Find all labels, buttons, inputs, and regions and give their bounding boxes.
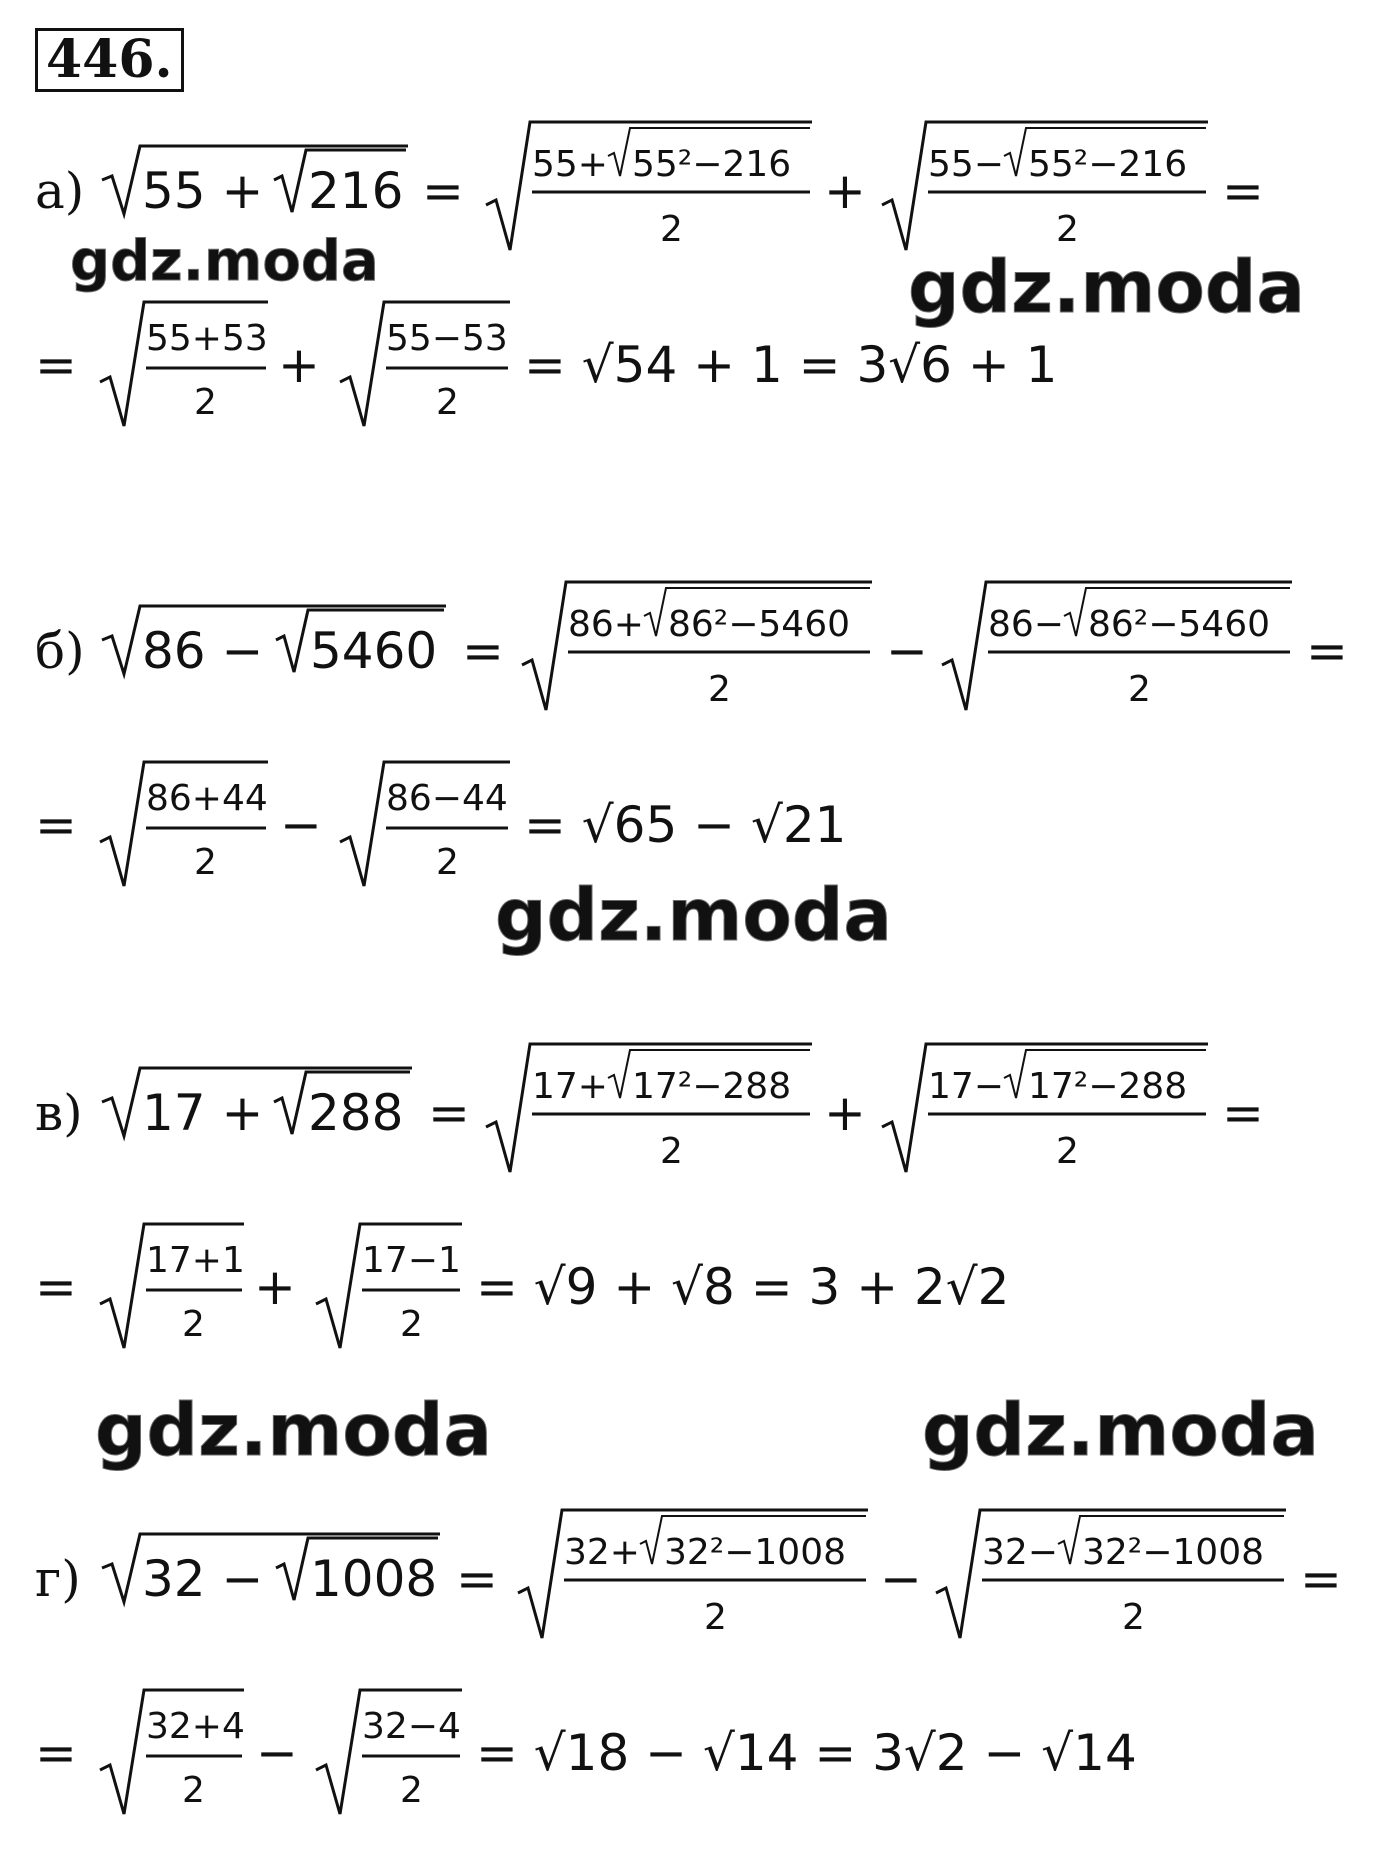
radical-sign (882, 122, 1208, 250)
part-d (35, 1510, 1342, 1814)
fraction-numerator: 32+ (564, 1532, 640, 1573)
fraction-denominator: 2 (1122, 1597, 1145, 1638)
radicand: 1008 (310, 1550, 438, 1608)
operator: − (256, 1724, 298, 1782)
fraction-denominator: 2 (708, 669, 731, 710)
operator: + (824, 162, 866, 220)
fraction-denominator: 2 (1056, 209, 1079, 250)
fraction-numerator: 17+1 (146, 1240, 245, 1281)
radicand: 17 + (142, 1084, 264, 1142)
equals-sign: = (1306, 622, 1348, 680)
operator: + (824, 1084, 866, 1142)
fraction-denominator: 2 (660, 1131, 683, 1172)
part-label: в) (35, 1084, 83, 1142)
part-label: г) (35, 1550, 81, 1608)
equals-sign: = (462, 622, 504, 680)
radical-sign (486, 122, 812, 250)
result-expression: = √65 − √21 (524, 796, 847, 854)
part-b-line1 (35, 582, 1348, 710)
fraction-denominator: 2 (436, 382, 459, 423)
radicand: 86 − (142, 622, 264, 680)
radicand: 55 + (142, 162, 264, 220)
fraction-denominator: 2 (660, 209, 683, 250)
equals-sign: = (35, 1724, 77, 1782)
fraction-numerator: 86+ (568, 604, 644, 645)
fraction-numerator: 55+53 (146, 318, 268, 359)
radical-sign (518, 1510, 868, 1638)
watermark: gdz.moda (908, 245, 1305, 329)
fraction-numerator: 86+44 (146, 778, 268, 819)
part-label: б) (35, 622, 85, 680)
part-label: а) (35, 162, 85, 220)
equals-sign: = (35, 1258, 77, 1316)
watermark: gdz.moda (495, 873, 892, 957)
fraction-numerator: 86− (988, 604, 1064, 645)
fraction-numerator: 32− (982, 1532, 1058, 1573)
equals-sign: = (456, 1550, 498, 1608)
equals-sign: = (1222, 1084, 1264, 1142)
watermark: gdz.moda (95, 1388, 492, 1472)
operator: + (278, 336, 320, 394)
fraction-numerator: 17−1 (362, 1240, 461, 1281)
equals-sign: = (35, 336, 77, 394)
part-c-line2 (35, 1224, 1009, 1348)
result-expression: = √9 + √8 = 3 + 2√2 (476, 1258, 1010, 1316)
fraction-denominator: 2 (182, 1770, 205, 1811)
fraction-denominator: 2 (194, 382, 217, 423)
operator: − (886, 622, 928, 680)
result-expression: = √18 − √14 = 3√2 − √14 (476, 1724, 1137, 1782)
watermark: gdz.moda (922, 1388, 1319, 1472)
part-b (35, 582, 1348, 886)
part-b-line2 (35, 762, 846, 886)
fraction-numerator: 55+ (532, 144, 608, 185)
radical-sign (522, 582, 872, 710)
fraction-denominator: 2 (1056, 1131, 1079, 1172)
fraction-numerator: 32−4 (362, 1706, 461, 1747)
part-d-line1 (35, 1510, 1342, 1638)
radicand: 32 − (142, 1550, 264, 1608)
radicand: 288 (308, 1084, 404, 1142)
fraction-numerator: 32²−1008 (1082, 1532, 1265, 1573)
fraction-denominator: 2 (194, 842, 217, 883)
fraction-numerator: 55− (928, 144, 1004, 185)
radicand: 216 (308, 162, 404, 220)
part-c (35, 1044, 1264, 1348)
equals-sign: = (1222, 162, 1264, 220)
fraction-numerator: 55²−216 (632, 144, 792, 185)
fraction-denominator: 2 (1128, 669, 1151, 710)
equals-sign: = (422, 162, 464, 220)
equals-sign: = (428, 1084, 470, 1142)
fraction-numerator: 55²−216 (1028, 144, 1188, 185)
radical-sign (486, 1044, 812, 1172)
radical-sign (936, 1510, 1286, 1638)
part-c-line1 (35, 1044, 1264, 1172)
operator: − (280, 796, 322, 854)
fraction-denominator: 2 (400, 1770, 423, 1811)
fraction-numerator: 17²−288 (632, 1066, 792, 1107)
radical-sign (882, 1044, 1208, 1172)
fraction-denominator: 2 (400, 1304, 423, 1345)
equals-sign: = (1300, 1550, 1342, 1608)
fraction-numerator: 17²−288 (1028, 1066, 1188, 1107)
part-d-line2 (35, 1690, 1137, 1814)
exercise-number: 446. (35, 28, 184, 92)
fraction-denominator: 2 (436, 842, 459, 883)
watermark: gdz.moda (70, 229, 379, 294)
fraction-numerator: 86²−5460 (1088, 604, 1271, 645)
equals-sign: = (35, 796, 77, 854)
fraction-numerator: 32+4 (146, 1706, 245, 1747)
result-expression: = √54 + 1 = 3√6 + 1 (524, 336, 1058, 394)
part-a-line2 (35, 302, 1057, 426)
fraction-denominator: 2 (704, 1597, 727, 1638)
fraction-denominator: 2 (182, 1304, 205, 1345)
radicand: 5460 (310, 622, 438, 680)
operator: + (254, 1258, 296, 1316)
fraction-numerator: 55−53 (386, 318, 508, 359)
fraction-numerator: 32²−1008 (664, 1532, 847, 1573)
fraction-numerator: 17+ (532, 1066, 608, 1107)
fraction-numerator: 86−44 (386, 778, 508, 819)
operator: − (880, 1550, 922, 1608)
radical-sign (942, 582, 1292, 710)
fraction-numerator: 86²−5460 (668, 604, 851, 645)
fraction-numerator: 17− (928, 1066, 1004, 1107)
